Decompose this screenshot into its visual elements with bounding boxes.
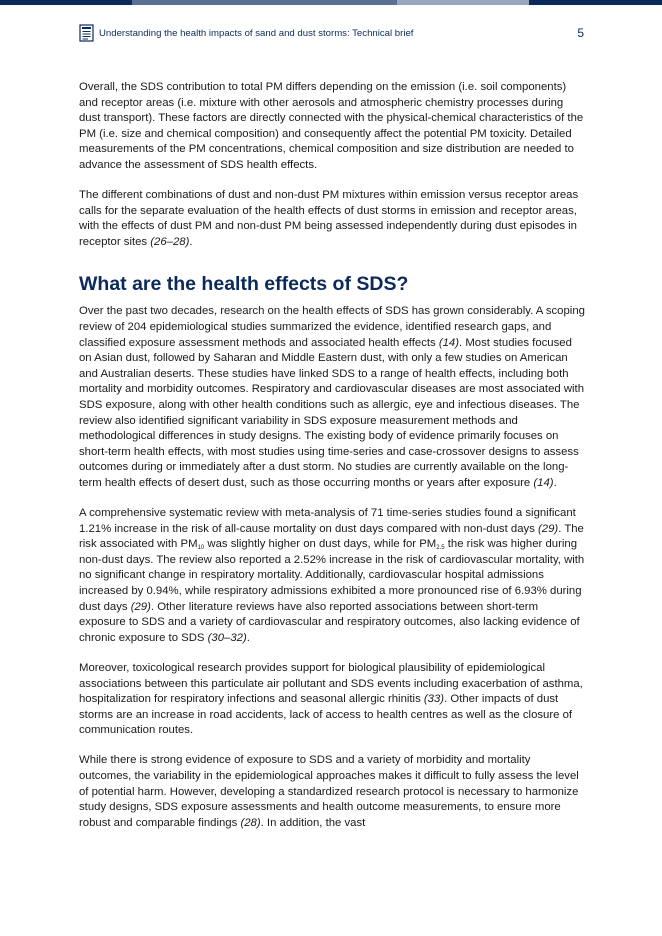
paragraph-text: . (553, 476, 557, 489)
paragraph-text: the risk was higher during non-dust days. The review also reported a 2.52% increase in the risk of cardiovascular mortality, with no significant change in respiratory mortality. Additionally, cardiovascular hospital admissions increased by 0.94%, while respiratory admissions exhibited a more pronounced rise of 6.93% during dust days (79, 538, 585, 613)
paragraph-text: was slightly higher on dust days, while for PM (204, 538, 437, 551)
color-bar-segment (0, 0, 132, 5)
citation: (26–28) (150, 235, 190, 248)
paragraph-text: While there is strong evidence of exposure to SDS and a variety of morbidity and mortality outcomes, the variability in the epidemiological approaches makes it difficult to fully assess the level of potential harm. However, developing a standardized research protocol is necessary to harmonize study designs, SDS exposure assessments and health outcome measurements, to ensure more robust and comparable findings (79, 754, 579, 829)
paragraph-text: . Most studies focused on Asian dust, followed by Saharan and Middle Eastern dust, with only a few studies on American and Australian deserts. These studies have linked SDS to a range of health effects, including both mortality and morbidity outcomes. Respiratory and cardiovascular diseases are most associated with SDS exposure, along with other health conditions such as allergic, eye and infectious diseases. The review also identified significant variability in SDS exposure measurement methods and methodological differences in study designs. The existing body of evidence primarily focuses on short-term health effects, with most studies using time-series and case-crossover designs to assess outcomes during or immediately after a dust storm. No studies are currently available on the long-term health effects of desert dust, such as those occurring months or years after exposure (79, 336, 585, 489)
citation: (14) (533, 476, 554, 489)
top-color-bar (0, 0, 662, 5)
citation: (30–32) (207, 631, 247, 644)
citation: (28) (240, 816, 261, 829)
page-number: 5 (577, 26, 584, 40)
subscript: 2.5 (436, 545, 445, 552)
running-header (79, 24, 584, 44)
paragraph (79, 304, 585, 491)
paragraph-text: Moreover, toxicological research provides support for biological plausibility of epidemiological associations between this particulate air pollutant and SDS events including exacerbation of asthma, hospitalization for respiratory infections and seasonal allergic rhinitis (79, 661, 583, 706)
color-bar-segment (529, 0, 662, 5)
paragraph-text: The different combinations of dust and non-dust PM mixtures within emission versus receptor areas calls for the separate evaluation of the health effects of dust storms in emission and receptor areas, with the effects of dust PM and non-dust PM being assessed independently during dust episodes in receptor sites (79, 189, 579, 248)
citation: (14) (438, 336, 460, 349)
paragraph (79, 661, 585, 739)
paragraph-text: Overall, the SDS contribution to total PM differs depending on the emission (i.e. soil components) and receptor areas (i.e. mixture with other aerosols and atmospheric chemistry processes during dust transport). These factors are directly connected with the physical-chemical characteristics of the PM (i.e. size and chemical composition) and consequently affect the potential PM toxicity. Detailed measurements of the PM concentrations, chemical composition and size distribution are needed to advance the assessment of SDS health effects. (79, 81, 584, 171)
section-heading: What are the health effects of SDS? (79, 273, 409, 296)
subscript: 10 (197, 545, 205, 552)
paragraph (79, 506, 585, 646)
paragraph-text: . The risk associated with PM (79, 522, 584, 551)
paragraph-text: . (246, 631, 250, 644)
color-bar-segment (132, 0, 397, 5)
paragraph-text: . Other impacts of dust storms are an increase in road accidents, lack of access to health centres as well as the closure of communication routes. (79, 693, 573, 737)
paragraph (79, 188, 585, 250)
citation: (33) (423, 693, 445, 706)
document-icon (79, 24, 95, 42)
paragraph-text: . (189, 235, 193, 248)
paragraph-text: A comprehensive systematic review with meta-analysis of 71 time-series studies found a significant 1.21% increase in the risk of all-cause mortality on dust days compared with non-dust days (79, 507, 576, 535)
color-bar-segment (397, 0, 529, 5)
paragraph-text: . In addition, the vast (260, 816, 366, 829)
body-content (79, 80, 585, 831)
paragraph-text: Over the past two decades, research on the health effects of SDS has grown considerably. A scoping review of 204 epidemiological studies summarized the evidence, identified research gaps, and classified exposure assessment methods and associated health effects (79, 305, 585, 349)
citation: (29) (538, 522, 559, 535)
citation: (29) (130, 600, 151, 613)
paragraph (79, 753, 585, 831)
paragraph-text: . Other literature reviews have also reported associations between short-term exposure to SDS and a variety of cardiovascular and respiratory outcomes, also lacking evidence of chronic exposure to SDS (79, 600, 580, 644)
header-title: Understanding the health impacts of sand and dust storms: Technical brief (99, 28, 414, 39)
paragraph (79, 80, 585, 174)
